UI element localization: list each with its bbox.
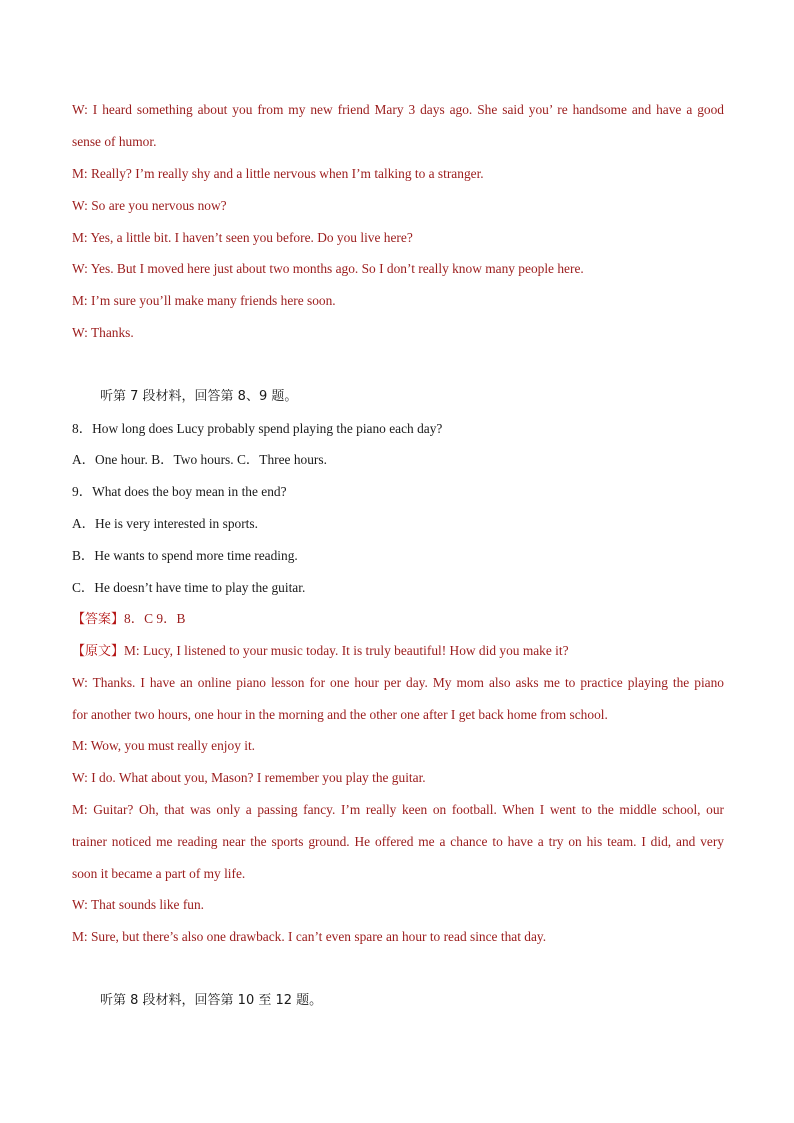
original-text: M: Lucy, I listened to your music today. It is truly beautiful! How did you make it? xyxy=(124,643,569,658)
question-8-options: A．One hour. B．Two hours. C．Three hours. xyxy=(72,452,327,467)
question-9-option-a: A．He is very interested in sports. xyxy=(72,516,258,531)
transcript-line: trainer noticed me reading near the sports ground. He offered me a chance to have a try on his team. I did, and very xyxy=(72,834,724,849)
question-9-option-c: C．He doesn’t have time to play the guitar. xyxy=(72,580,306,595)
original-line xyxy=(72,642,724,661)
transcript-line: M: I’m sure you’ll make many friends here soon. xyxy=(72,293,336,308)
question-9-option-b: B．He wants to spend more time reading. xyxy=(72,548,298,563)
transcript-line: M: Guitar? Oh, that was only a passing fancy. I’m really keen on football. When I went to the middle school, our xyxy=(72,802,724,817)
transcript-line: W: I heard something about you from my new friend Mary 3 days ago. She said you’ re handsome and have a good xyxy=(72,102,724,117)
original-tag: 【原文】 xyxy=(72,644,125,659)
transcript-line: M: Really? I’m really shy and a little nervous when I’m talking to a stranger. xyxy=(72,166,484,181)
question-9: 9．What does the boy mean in the end? xyxy=(72,484,287,499)
transcript-line: M: Yes, a little bit. I haven’t seen you before. Do you live here? xyxy=(72,230,413,245)
answer-tag: 【答案】 xyxy=(72,612,125,627)
transcript-line: W: Thanks. xyxy=(72,325,134,340)
answer-line xyxy=(72,610,724,629)
section-heading: 听第 8 段材料，回答第 10 至 12 题。 xyxy=(100,993,323,1008)
transcript-line: W: I do. What about you, Mason? I remember you play the guitar. xyxy=(72,770,426,785)
transcript-line: soon it became a part of my life. xyxy=(72,866,246,881)
transcript-line: M: Wow, you must really enjoy it. xyxy=(72,738,256,753)
answer-text: 8．C 9．B xyxy=(124,611,186,626)
transcript-line: W: Thanks. I have an online piano lesson for one hour per day. My mom also asks me to practice playing the piano xyxy=(72,675,724,690)
transcript-line: W: So are you nervous now? xyxy=(72,198,227,213)
transcript-line: M: Sure, but there’s also one drawback. I can’t even spare an hour to read since that day. xyxy=(72,929,547,944)
transcript-line: sense of humor. xyxy=(72,134,157,149)
transcript-line: for another two hours, one hour in the morning and the other one after I get back home from school. xyxy=(72,707,608,722)
question-8: 8．How long does Lucy probably spend playing the piano each day? xyxy=(72,421,443,436)
section-heading: 听第 7 段材料，回答第 8、9 题。 xyxy=(100,389,298,404)
transcript-line: W: Yes. But I moved here just about two months ago. So I don’t really know many people here. xyxy=(72,261,584,276)
transcript-line: W: That sounds like fun. xyxy=(72,897,205,912)
